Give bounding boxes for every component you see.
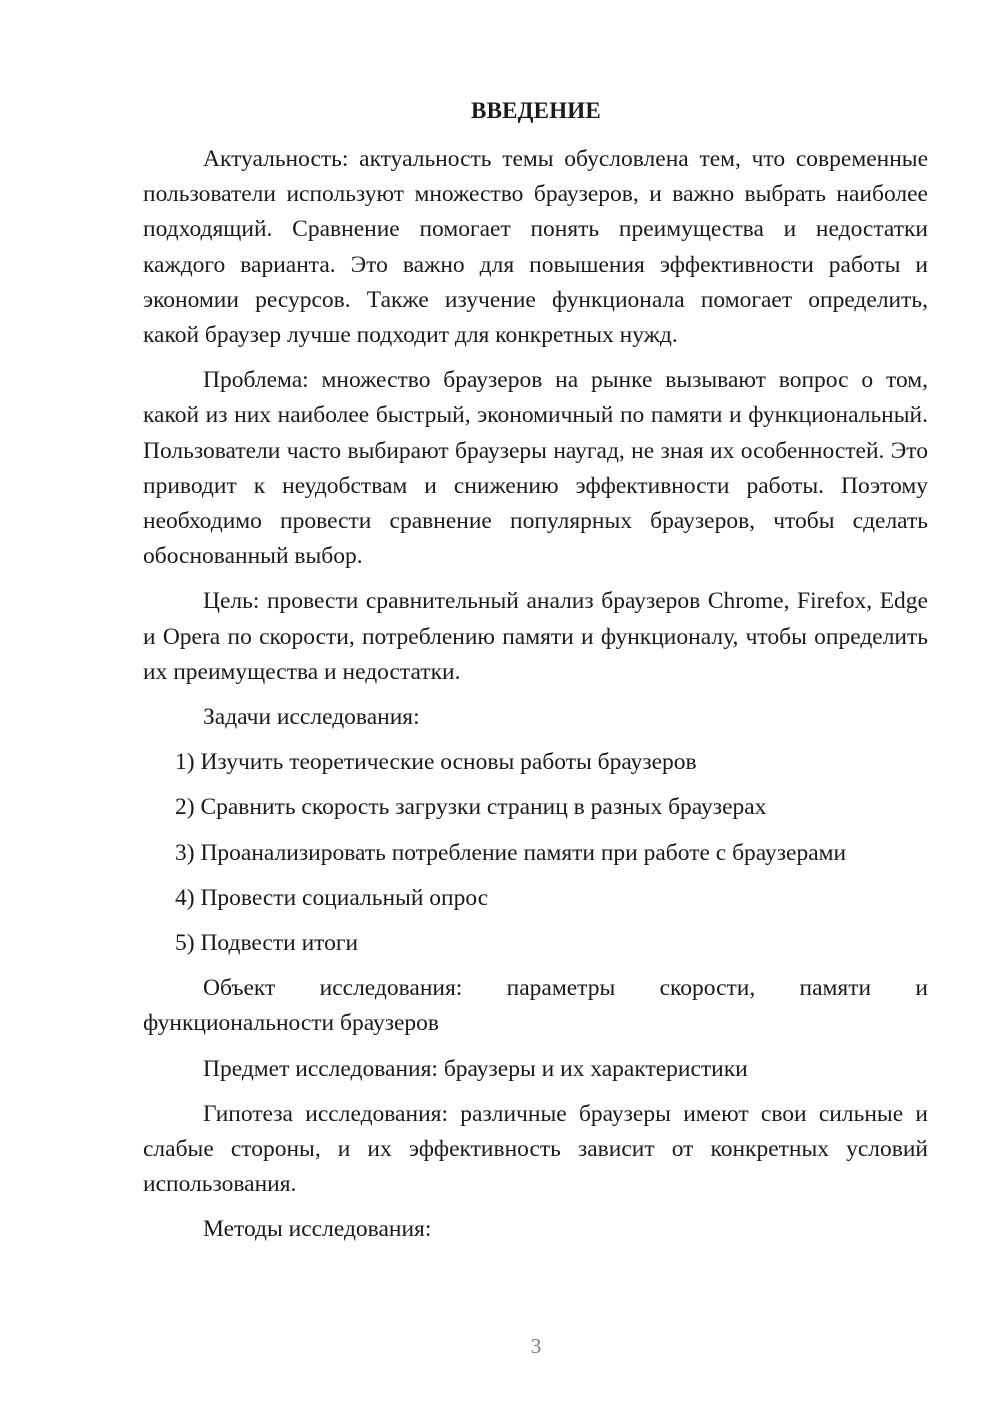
tasks-list [143,745,928,961]
paragraph-goal: Цель: провести сравнительный анализ браузеров Chrome, Firefox, Edge и Opera по скорости, потреблению памяти и функционалу, чтобы определить их преимущества и недостатки. [143,588,928,685]
methods-heading: Методы исследования: [203,1216,432,1243]
list-item: 2) Сравнить скорость загрузки страниц в разных браузерах [175,794,767,821]
tasks-heading: Задачи исследования: [203,704,420,731]
list-item: 1) Изучить теоретические основы работы браузеров [175,749,697,776]
paragraph-problem: Проблема: множество браузеров на рынке вызывают вопрос о том, какой из них наиболее быстрый, экономичный по памяти и функциональный. Пользователи часто выбирают браузеры наугад, не зная их особенностей. Это приводит к неудобствам и снижению эффективности работы. Поэтому необходимо провести сравнение популярных браузеров, чтобы сделать обоснованный выбор. [143,367,928,570]
page-number: 3 [530,1334,542,1358]
paragraph-relevance: Актуальность: актуальность темы обусловлена тем, что современные пользователи используют множество браузеров, и важно выбрать наиболее подходящий. Сравнение помогает понять преимущества и недостатки каждого варианта. Это важно для повышения эффективности работы и экономии ресурсов. Также изучение функционала помогает определить, какой браузер лучше подходит для конкретных нужд. [143,146,928,349]
section-title: ВВЕДЕНИЕ [471,98,601,123]
paragraph-subject: Предмет исследования: браузеры и их характеристики [203,1055,748,1082]
list-item: 3) Проанализировать потребление памяти при работе с браузерами [175,839,847,866]
list-item: 4) Провести социальный опрос [175,884,489,911]
body-text [143,142,928,1248]
paragraph-object: Объект исследования: параметры скорости, памяти и функциональности браузеров [143,975,928,1037]
list-item: 5) Подвести итоги [175,930,359,957]
paragraph-hypothesis: Гипотеза исследования: различные браузеры имеют свои сильные и слабые стороны, и их эффективность зависит от конкретных условий использования. [143,1100,928,1198]
